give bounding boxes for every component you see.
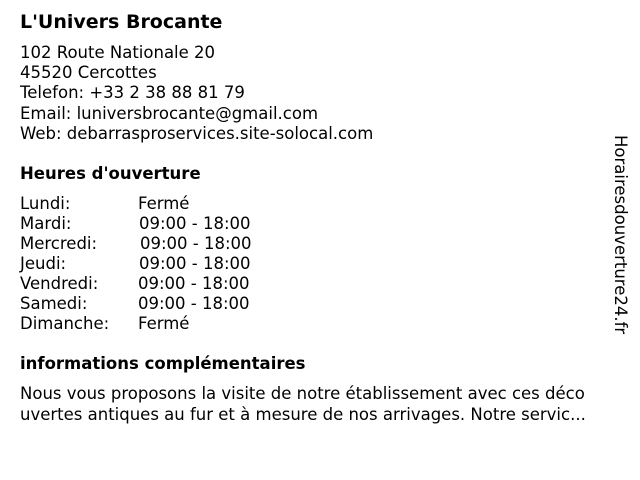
- hours-day: Mardi:: [20, 214, 72, 233]
- hours-day: Vendredi:: [20, 274, 99, 293]
- email-line: Email: luniversbrocante@gmail.com: [20, 103, 319, 123]
- web-line: Web: debarrasproservices.site-solocal.com: [20, 123, 374, 143]
- address-city: 45520 Cercottes: [20, 63, 157, 83]
- hours-time: 09:00 - 18:00: [140, 234, 252, 253]
- hours-heading: Heures d'ouverture: [20, 164, 201, 183]
- site-watermark: [609, 135, 631, 345]
- contact-block: [20, 43, 373, 144]
- info-line-2: uvertes antiques au fur et à mesure de nos arrivages. Notre servic...: [20, 404, 586, 424]
- hours-day: Lundi:: [20, 194, 71, 213]
- hours-time: 09:00 - 18:00: [138, 274, 250, 293]
- info-heading: informations complémentaires: [20, 354, 306, 373]
- hours-time: 09:00 - 18:00: [138, 294, 250, 313]
- hours-day: Dimanche:: [20, 314, 110, 333]
- hours-day: Mercredi:: [20, 234, 98, 253]
- watermark-text: Horairesdouverture24.fr: [611, 135, 630, 335]
- hours-time: 09:00 - 18:00: [139, 254, 251, 273]
- hours-time: Fermé: [138, 194, 190, 213]
- hours-day: Jeudi:: [20, 254, 67, 273]
- info-description: [20, 384, 620, 425]
- info-line-1: Nous vous proposons la visite de notre établissement avec ces déco: [20, 384, 585, 403]
- hours-time: 09:00 - 18:00: [139, 214, 251, 233]
- address-street: 102 Route Nationale 20: [20, 43, 216, 62]
- hours-time: Fermé: [138, 314, 190, 333]
- business-title: L'Univers Brocante: [20, 11, 223, 33]
- hours-day: Samedi:: [20, 294, 88, 313]
- phone-line: Telefon: +33 2 38 88 81 79: [20, 83, 245, 103]
